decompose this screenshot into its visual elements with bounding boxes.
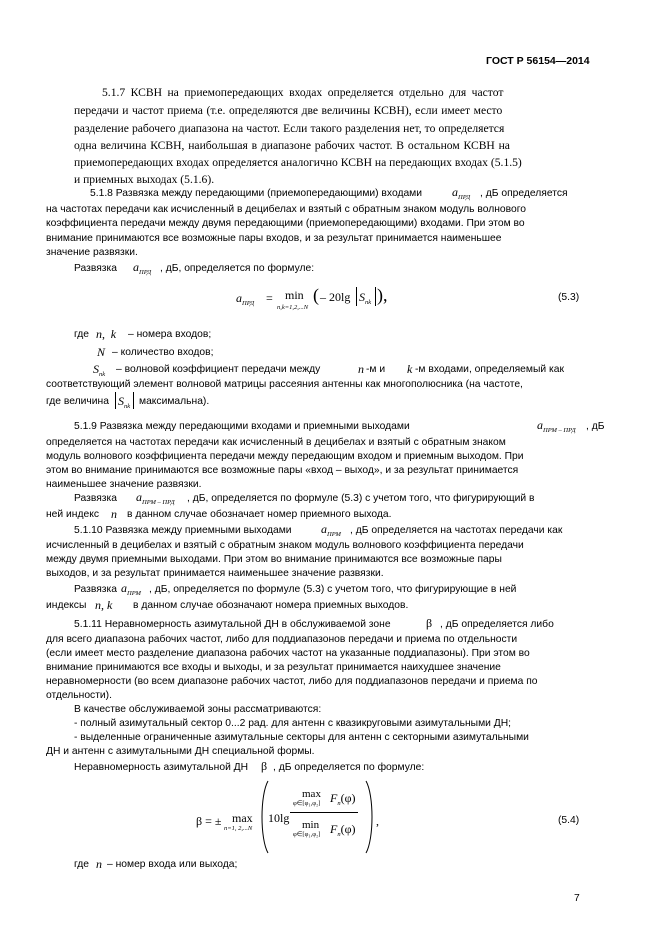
para-line: 5.1.11 Неравномерность азимутальной ДН в обслуживаемой зоне [74, 619, 391, 630]
abs-bar [375, 287, 376, 306]
abs-bar [356, 287, 357, 306]
para-line: неравномерности (во всем диапазоне рабочих частот, либо для поддиапазонов передачи и приема по [46, 676, 538, 687]
para-line: модуль волнового коэффициента передачи между передающим входом и приемным выходом. При [46, 451, 524, 462]
para-line: (если имеет место разделение диапазона рабочих частот на указанные поддиапазоны). При этом во [46, 648, 530, 659]
para-line: , дБ определяется [480, 188, 568, 199]
symbol-a-prm-prd: $a_{ПРМ - ПРД}$ [136, 490, 175, 506]
para-line: внимание принимаются все входы и выходы, и за результат принимается наихудшее значение [46, 662, 501, 673]
symbol-n-k: n, k [96, 327, 117, 341]
para-line: для всего диапазона рабочих частот, либо для поддиапазонов передачи и приема по отдельности [46, 634, 518, 645]
para-line: и приемных выходах (5.1.6). [74, 173, 215, 186]
eq-den-range: φ∈[φ₁,φ₂] [293, 831, 321, 838]
para-line: , дБ [586, 421, 605, 432]
para-line: наименьшее значение развязки. [46, 479, 202, 490]
para-line: Развязка [74, 263, 117, 274]
where-label: где [74, 859, 90, 870]
where-label: где [74, 329, 90, 340]
para-line: – номер входа или выхода; [107, 859, 238, 870]
eq-big-paren-right [364, 780, 376, 854]
para-line: - полный азимутальный сектор 0...2 рад. для антенн с квазикруговыми азимутальными ДН; [74, 718, 512, 729]
para-line: отдельности). [46, 690, 112, 701]
para-line: в данном случае обозначают номера приемных выходов. [133, 600, 409, 611]
symbol-n: n [96, 857, 102, 871]
para-line: максимальна). [139, 396, 210, 407]
eq-equals: = [266, 291, 273, 305]
eq-number: (5.4) [558, 815, 580, 826]
para-line: внимание принимаются все возможные пары входов, и за результат принимается наименьшее [46, 233, 502, 244]
para-line: 5.1.10 Развязка между приемными выходами [74, 525, 292, 536]
eq-lhs: β = ± [196, 814, 222, 828]
symbol-beta: β [426, 616, 433, 630]
eq-num-F: $F_n(\varphi)$ [330, 791, 356, 807]
eq-num-range: φ∈[φ₁,φ₂] [293, 800, 321, 807]
symbol-a-prm: $a_{ПРМ}$ [121, 581, 141, 597]
para-line: 5.1.9 Развязка между передающими входами и приемными выходами [74, 421, 410, 432]
para-line: , дБ определяется на частотах передачи как [350, 525, 563, 536]
eq-den-min: min [302, 819, 320, 831]
symbol-a-prd: $a_{ПРД}$ [133, 260, 152, 276]
para-line: , дБ, определяется по формуле: [160, 263, 315, 274]
symbol-a-prd: $a_{ПРД}$ [452, 185, 471, 201]
para-line: – волновой коэффициент передачи между [116, 364, 321, 375]
symbol-N: N [97, 345, 106, 359]
para-line: выходов, и за результат принимается наименьшее значение развязки. [46, 568, 384, 579]
para-line: одна величина КСВН, наибольшая в диапазоне рабочих частот. В остальном КСВН на [74, 139, 510, 152]
para-line: Развязка [74, 493, 117, 504]
para-line: индексы [46, 600, 87, 611]
eq-tail: , [376, 814, 379, 828]
para-line: -м входами, определяемый как [415, 364, 564, 375]
para-line: разделение рабочего диапазона на частот. Если такого разделения нет, то определяется [74, 122, 505, 135]
para-line: исчисленный в децибелах и взятый с обратным знаком модуль волнового коэффициента передачи [46, 540, 524, 551]
para-line: приемопередающих входах определяется аналогично КСВН на передающих входах (5.1.5) [74, 156, 522, 169]
page-number: 7 [574, 893, 580, 904]
abs-bar [133, 392, 134, 409]
para-line: ДН и антенн с азимутальными ДН специальной формы. [46, 746, 315, 757]
para-line: - выделенные ограниченные азимутальные секторы для антенн с секторными азимутальными [74, 732, 529, 743]
para-line: – количество входов; [112, 347, 214, 358]
eq-max-subscript: n=1, 2,...N [224, 825, 253, 832]
eq-den-F: $F_n(\varphi)$ [330, 822, 356, 838]
para-line: , дБ определяется по формуле: [273, 762, 425, 773]
symbol-n: n [111, 507, 117, 521]
eq-min-subscript: n,k=1,2,...N [277, 304, 309, 311]
eq-max: max [232, 811, 253, 825]
symbol-a-prm-prd: $a_{ПРМ - ПРД}$ [537, 418, 576, 434]
para-line: -м и [366, 364, 386, 375]
para-line: , дБ определяется либо [440, 619, 554, 630]
para-line: Неравномерность азимутальной ДН [74, 762, 249, 773]
para-line: 5.1.8 Развязка между передающими (приемопередающими) входами [90, 188, 423, 199]
para-line: определяется на частотах передачи как исчисленный в децибелах и взятый с обратным знаком [46, 437, 506, 448]
para-line: где величина [46, 396, 109, 407]
symbol-n-k: n, k [95, 598, 113, 612]
fraction-bar [290, 812, 358, 813]
eq-paren: ), [377, 285, 388, 305]
para-line: В качестве обслуживаемой зоны рассматриваются: [74, 704, 322, 715]
eq-num-max: max [302, 788, 321, 800]
symbol-beta: β [261, 759, 268, 773]
para-line: – номера входов; [128, 329, 212, 340]
para-line: Развязка [74, 584, 117, 595]
symbol-s-nk: $S_{nk}$ [118, 394, 131, 410]
eq-paren: ( [313, 285, 319, 305]
abs-bar [115, 392, 116, 409]
symbol-k: k [407, 362, 413, 376]
eq-number: (5.3) [558, 292, 580, 303]
para-line: ней индекс [46, 509, 99, 520]
eq-log: 10lg [268, 811, 290, 825]
para-line: этом во внимание принимаются все возможные пары «вход – выход», и за результат принимается [46, 465, 519, 476]
symbol-s-nk: $S_{nk}$ [93, 362, 106, 378]
para-line: , дБ, определяется по формуле (5.3) с учетом того, что фигурирующий в [187, 493, 535, 504]
para-line: передачи и частот приема (т.е. определяются две величины КСВН), если имеет место [74, 104, 503, 117]
para-line: в данном случае обозначает номер приемного выхода. [127, 509, 392, 520]
para-line: , дБ, определяется по формуле (5.3) с учетом того, что фигурирующие в ней [149, 584, 517, 595]
eq-body: – 20lg [320, 290, 351, 304]
para-line: значение развязки. [46, 247, 138, 258]
eq-min: min [285, 288, 304, 302]
para-line: на частотах передачи как исчисленный в децибелах и взятый с обратным знаком модуль волнового [46, 204, 526, 215]
para-line: коэффициента передачи между двумя передающими (приемопередающими) входами. При этом во [46, 218, 525, 229]
standard-header: ГОСТ Р 56154—2014 [486, 55, 590, 67]
symbol-a-prm: $a_{ПРМ}$ [321, 522, 341, 538]
eq-lhs: $a_{ПРД}$ [236, 291, 255, 307]
symbol-n: n [358, 362, 364, 376]
para-line: соответствующий элемент волновой матрицы рассеяния антенны как многополюсника (на частоте, [46, 379, 523, 390]
para-line: 5.1.7 КСВН на приемопередающих входах определяется отдельно для частот [102, 86, 504, 99]
eq-s-nk: $S_{nk}$ [359, 290, 372, 306]
para-line: между двумя приемными выходами. При этом во внимание принимаются все возможные пары [46, 554, 502, 565]
